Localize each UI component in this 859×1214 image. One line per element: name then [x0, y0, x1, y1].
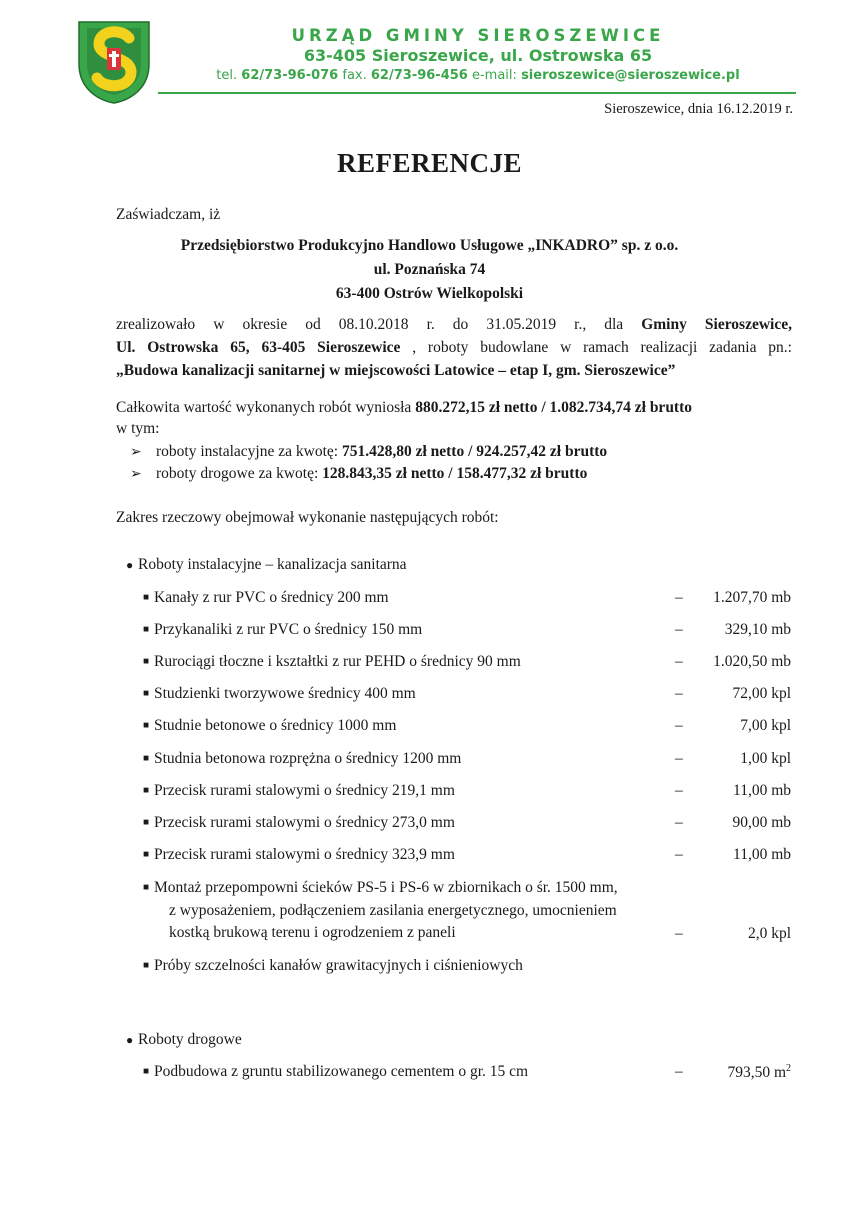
work-quantity: 2,0 kpl	[747, 924, 791, 942]
work-quantity: 329,10 mb	[724, 621, 791, 638]
section-heading-installation: ● Roboty instalacyjne – kanalizacja sanitarna	[126, 556, 407, 573]
document-title: REFERENCJE	[336, 148, 523, 178]
scope-intro: Zakres rzeczowy obejmował wykonanie następujących robót:	[116, 509, 499, 526]
round-bullet-icon: ●	[126, 558, 134, 572]
work-quantity: 1,00 kpl	[740, 750, 791, 767]
breakdown-item-road: ➢ roboty drogowe za kwotę: 128.843,35 zł netto / 158.477,32 zł brutto	[130, 463, 587, 485]
work-item: ■ Przecisk rurami stalowymi o średnicy 273,0 mm – 90,00 mb	[143, 814, 791, 831]
company-name: Przedsiębiorstwo Produkcyjno Handlowo Usługowe „INKADRO” sp. z o.o.	[180, 237, 679, 254]
paragraph-line-1: zrealizowało w okresie od 08.10.2018 r. do 31.05.2019 r., dla Gminy Sieroszewice,	[116, 316, 792, 333]
paragraph-line-2: Ul. Ostrowska 65, 63-405 Sieroszewice , roboty budowlane w ramach realizacji zadania pn.:	[116, 339, 792, 356]
work-item-pump-station: ■ Montaż przepompowni ścieków PS-5 i PS-6 w zbiornikach o śr. 1500 mm, z wyposażeniem, podłączeniem zasilania energetycznego, umocnieniem kostką brukową terenu i ogrodzeniem z paneli – 2,0 kpl	[143, 877, 791, 945]
work-item: ■ Studzienki tworzywowe średnicy 400 mm – 72,00 kpl	[143, 685, 791, 702]
arrow-bullet-icon: ➢	[130, 444, 142, 460]
work-quantity: 1.207,70 mb	[713, 589, 791, 606]
letterhead	[158, 26, 798, 86]
email-address: sieroszewice@sieroszewice.pl	[521, 68, 740, 83]
header-divider	[158, 92, 796, 94]
work-quantity: 1.020,50 mb	[713, 653, 791, 670]
work-item-tests: ■ Próby szczelności kanałów grawitacyjnych i ciśnieniowych	[143, 957, 523, 974]
breakdown-item-installation: ➢ roboty instalacyjne za kwotę: 751.428,80 zł netto / 924.257,42 zł brutto	[130, 441, 607, 463]
office-name: URZĄD GMINY SIEROSZEWICE	[291, 26, 665, 45]
work-item: ■ Przecisk rurami stalowymi o średnicy 323,9 mm – 11,00 mb	[143, 846, 791, 863]
square-bullet-icon: ■	[143, 592, 150, 603]
work-item: ■ Studnie betonowe o średnicy 1000 mm – 7,00 kpl	[143, 717, 791, 734]
square-bullet-icon: ■	[143, 624, 150, 635]
work-quantity: 793,50 $m^2$	[727, 1063, 791, 1082]
section-heading-road: ● Roboty drogowe	[126, 1031, 242, 1048]
office-contact: tel. 62/73-96-076 fax. 62/73-96-456 e-mail: sieroszewice@sieroszewice.pl	[216, 68, 740, 83]
square-bullet-icon: ■	[143, 849, 150, 860]
work-quantity: 11,00 mb	[733, 782, 791, 799]
square-bullet-icon: ■	[143, 688, 150, 699]
total-value-amount: 880.272,15 zł netto / 1.082.734,74 zł brutto	[415, 399, 693, 416]
fax-number: 62/73-96-456	[370, 68, 468, 83]
work-item: ■ Kanały z rur PVC o średnicy 200 mm – 1.207,70 mb	[143, 589, 791, 606]
work-quantity: 11,00 mb	[733, 846, 791, 863]
task-name: „Budowa kanalizacji sanitarnej w miejscowości Latowice – etap I, gm. Sieroszewice”	[116, 362, 676, 379]
square-bullet-icon: ■	[143, 785, 150, 796]
square-bullet-icon: ■	[143, 882, 150, 893]
office-address: 63-405 Sieroszewice, ul. Ostrowska 65	[303, 46, 653, 65]
work-item: ■ Przecisk rurami stalowymi o średnicy 219,1 mm – 11,00 mb	[143, 782, 791, 799]
coat-of-arms-logo	[77, 18, 151, 104]
phone-number: 62/73-96-076	[241, 68, 339, 83]
total-value-line: Całkowita wartość wykonanych robót wyniosła 880.272,15 zł netto / 1.082.734,74 zł brutto	[116, 399, 693, 416]
arrow-bullet-icon: ➢	[130, 466, 142, 482]
round-bullet-icon: ●	[126, 1033, 134, 1047]
square-bullet-icon: ■	[143, 720, 150, 731]
intro-text: Zaświadczam, iż	[116, 206, 221, 223]
company-street: ul. Poznańska 74	[373, 261, 486, 278]
work-item: ■ Przykanaliki z rur PVC o średnicy 150 mm – 329,10 mb	[143, 621, 791, 638]
date-line: Sieroszewice, dnia 16.12.2019 r.	[604, 101, 793, 117]
square-bullet-icon: ■	[143, 753, 150, 764]
square-bullet-icon: ■	[143, 1066, 150, 1077]
work-quantity: 72,00 kpl	[732, 685, 791, 702]
work-item: ■ Rurociągi tłoczne i kształtki z rur PEHD o średnicy 90 mm – 1.020,50 mb	[143, 653, 791, 670]
company-city: 63-400 Ostrów Wielkopolski	[335, 285, 524, 302]
work-item: ■ Podbudowa z gruntu stabilizowanego cementem o gr. 15 cm – 793,50 $m^2$	[143, 1063, 791, 1082]
work-quantity: 7,00 kpl	[740, 717, 791, 734]
work-item: ■ Studnia betonowa rozprężna o średnicy 1200 mm – 1,00 kpl	[143, 750, 791, 767]
square-bullet-icon: ■	[143, 960, 150, 971]
work-quantity: 90,00 mb	[732, 814, 791, 831]
square-bullet-icon: ■	[143, 817, 150, 828]
breakdown-intro: w tym:	[116, 420, 160, 437]
square-bullet-icon: ■	[143, 656, 150, 667]
